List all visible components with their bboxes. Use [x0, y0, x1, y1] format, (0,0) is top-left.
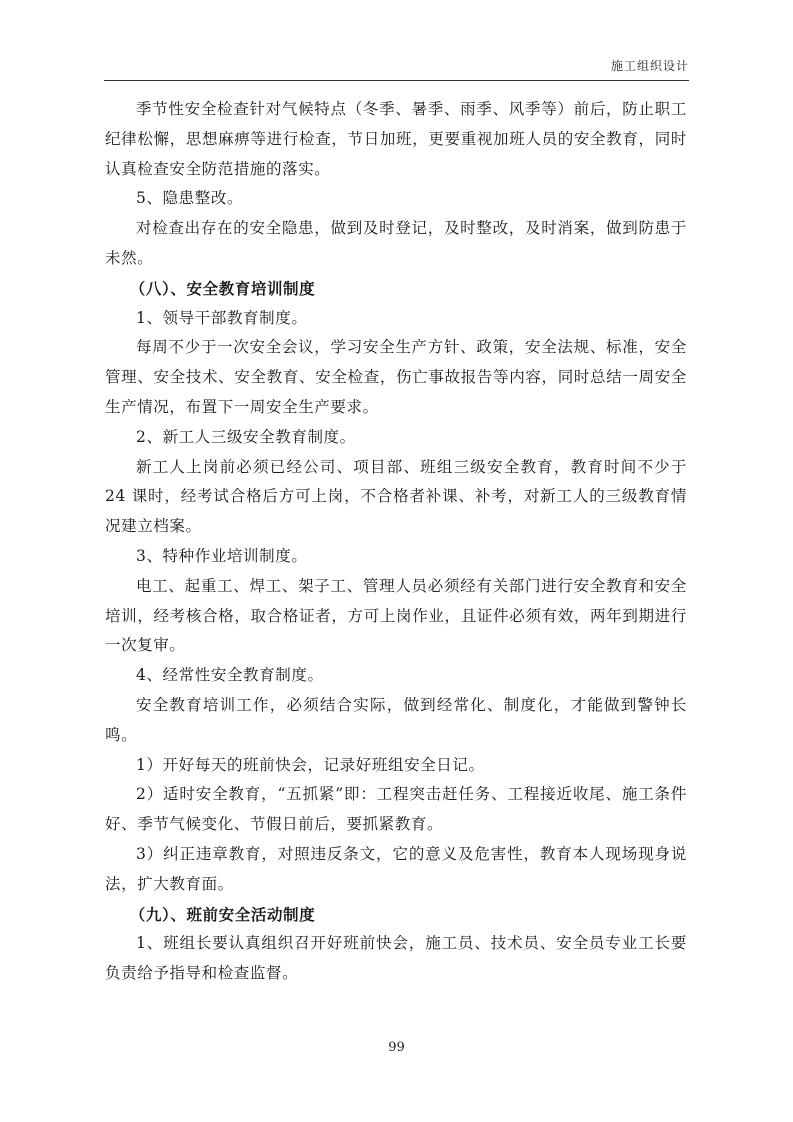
paragraph: 每周不少于一次安全会议，学习安全生产方针、政策，安全法规、标准，安全管理、安全技术、安全教育、安全检查，伤亡事故报告等内容，同时总结一周安全生产情况，布置下一周安全生产要求。 — [105, 338, 687, 416]
paragraph: 安全教育培训工作，必须结合实际，做到经常化、制度化，才能做到警钟长鸣。 — [105, 695, 687, 744]
paragraph: 1、班组长要认真组织召开好班前快会，施工员、技术员、安全员专业工长要负责给予指导和检查监督。 — [105, 934, 687, 983]
paragraph: 1）开好每天的班前快会，记录好班组安全日记。 — [136, 755, 485, 774]
section-heading: （八）、安全教育培训制度 — [129, 278, 316, 298]
paragraph: 季节性安全检查针对气候特点（冬季、暑季、雨季、风季等）前后，防止职工纪律松懈，思想麻痹等进行检查，节日加班，更要重视加班人员的安全教育，同时认真检查安全防范措施的落实。 — [105, 100, 687, 178]
paragraph: 5、隐患整改。 — [136, 189, 244, 208]
paragraph: 2）适时安全教育，“五抓紧”即：工程突击赶任务、工程接近收尾、施工条件好、季节气候变化、节假日前后，要抓紧教育。 — [105, 785, 687, 834]
running-header: 施工组织设计 — [610, 59, 689, 73]
header-rule — [104, 80, 689, 81]
paragraph: 2、新工人三级安全教育制度。 — [136, 427, 356, 446]
paragraph: 电工、起重工、焊工、架子工、管理人员必须经有关部门进行安全教育和安全培训，经考核合格，取合格证者，方可上岗作业，且证件必须有效，两年到期进行一次复审。 — [105, 576, 687, 655]
paragraph: 3、特种作业培训制度。 — [136, 546, 308, 565]
paragraph: 1、领导干部教育制度。 — [136, 308, 308, 327]
page-body — [105, 95, 687, 989]
paragraph: 新工人上岗前必须已经公司、项目部、班组三级安全教育，教育时间不少于 24 课时，经考试合格后方可上岗，不合格者补课、补考，对新工人的三级教育情况建立档案。 — [105, 457, 687, 536]
section-heading: （九）、班前安全活动制度 — [129, 904, 316, 924]
page-number: 99 — [388, 1040, 405, 1055]
paragraph: 3）纠正违章教育，对照违反条文，它的意义及危害性，教育本人现场现身说法，扩大教育面。 — [105, 844, 687, 893]
paragraph: 4、经常性安全教育制度。 — [136, 666, 324, 685]
paragraph: 对检查出存在的安全隐患，做到及时登记，及时整改，及时消案，做到防患于未然。 — [105, 219, 687, 267]
